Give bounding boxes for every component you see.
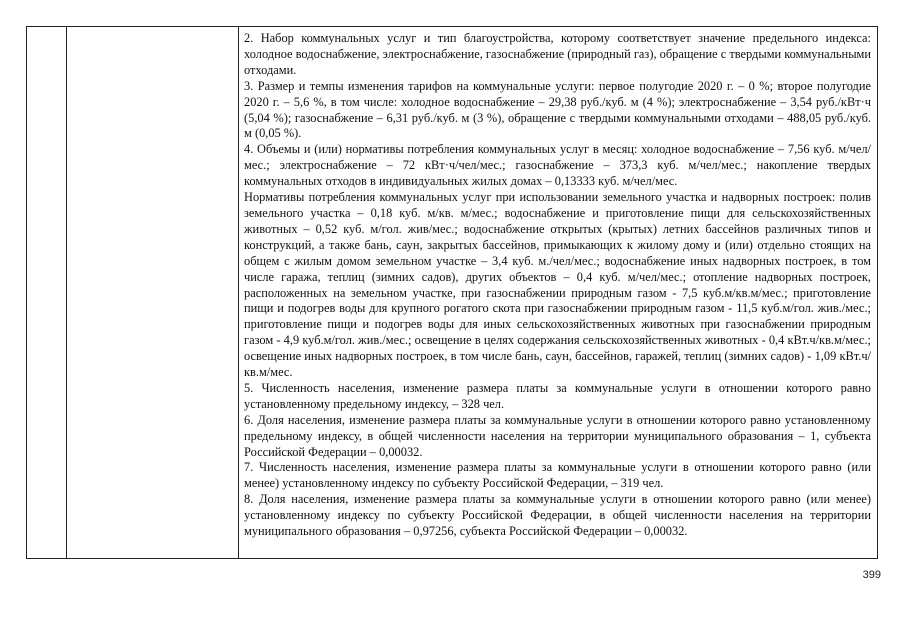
table-cell-content (239, 27, 877, 558)
page-number: 399 (862, 569, 881, 581)
paragraph-item-5: 5. Численность населения, изменение размера платы за коммунальные услуги в отношении которого равно установленному предельному индексу, – 328 чел. (244, 380, 871, 411)
paragraph-item-6: 6. Доля населения, изменение размера платы за коммунальные услуги в отношении которого равно установленному предельному индексу, в общей численности населения на территории муниципального образования – 1, субъекта Российской Федерации – 0,00032. (244, 412, 871, 459)
table-cell-number (27, 27, 67, 558)
paragraph-item-7: 7. Численность населения, изменение размера платы за коммунальные услуги в отношении которого равно (или менее) установленному индексу по субъекту Российской Федерации, – 319 чел. (244, 460, 871, 491)
table-row (26, 26, 878, 559)
paragraph-item-4: 4. Объемы и (или) нормативы потребления коммунальных услуг в месяц: холодное водоснабжение – 7,56 куб. м/чел/мес.; электроснабжение – 72 кВт·ч/чел/мес.; газоснабжение – 373,3 куб. м/чел/мес.; накопление твердых коммунальных отходов в индивидуальных жилых домах – 0,13333 куб. м/чел/мес. (244, 142, 871, 189)
paragraph-item-3: 3. Размер и темпы изменения тарифов на коммунальные услуги: первое полугодие 2020 г. – 0 %; второе полугодие 2020 г. – 5,6 %, в том числе: холодное водоснабжение – 29,38 руб./куб. м (4 %); электроснабжение – 3,54 руб./кВт·ч (5,04 %); газоснабжение – 6,31 руб./куб. м (3 %), обращение с твердыми коммунальными отходами – 488,05 руб./куб. м (0,05 %). (244, 78, 871, 141)
table-cell-municipality (67, 27, 239, 558)
paragraph-item-8: 8. Доля населения, изменение размера платы за коммунальные услуги в отношении которого равно (или менее) установленному индексу по субъекту Российской Федерации, в общей численности населения на территории муниципального образования – 0,97256, субъекта Российской Федерации – 0,00032. (244, 492, 871, 539)
paragraph-norms: Нормативы потребления коммунальных услуг при использовании земельного участка и надворных построек: полив земельного участка – 0,18 куб. м/кв. м/мес.; водоснабжение и приготовление пищи для сельскохозяйственных животных – 0,52 куб. м/гол. жив/мес.; водоснабжение открытых (крытых) летних бассейнов различных типов и конструкций, а также бань, саун, закрытых бассейнов, примыкающих к жилому дому и (или) отдельно стоящих на общем с жилым домом земельном участке – 3,4 куб. м./чел/мес.; водоснабжение иных надворных построек, в том числе гаража, теплиц (зимних садов), других объектов – 0,4 куб. м/чел/мес.; отопление надворных построек, расположенных на земельном участке, при газоснабжении природным газом - 7,5 куб.м/кв.м/мес.; приготовление пищи и подогрев воды для крупного рогатого скота при газоснабжении природным газом - 11,5 куб.м/гол. жив./мес.; приготовление пищи и подогрев воды для иных сельскохозяйственных животных при газоснабжении природным газом - 4,9 куб.м/гол. жив./мес.; освещение в целях содержания сельскохозяйственных животных - 0,4 кВт.ч/кв.м/мес.; освещение иных надворных построек, в том числе бань, саун, бассейнов, гаражей, теплиц (зимних садов) - 1,09 кВт.ч/кв.м/мес. (244, 190, 871, 380)
paragraph-item-2: 2. Набор коммунальных услуг и тип благоустройства, которому соответствует значение предельного индекса: холодное водоснабжение, электроснабжение, газоснабжение (природный газ), обращение с твердыми коммунальными отходами. (244, 31, 871, 77)
